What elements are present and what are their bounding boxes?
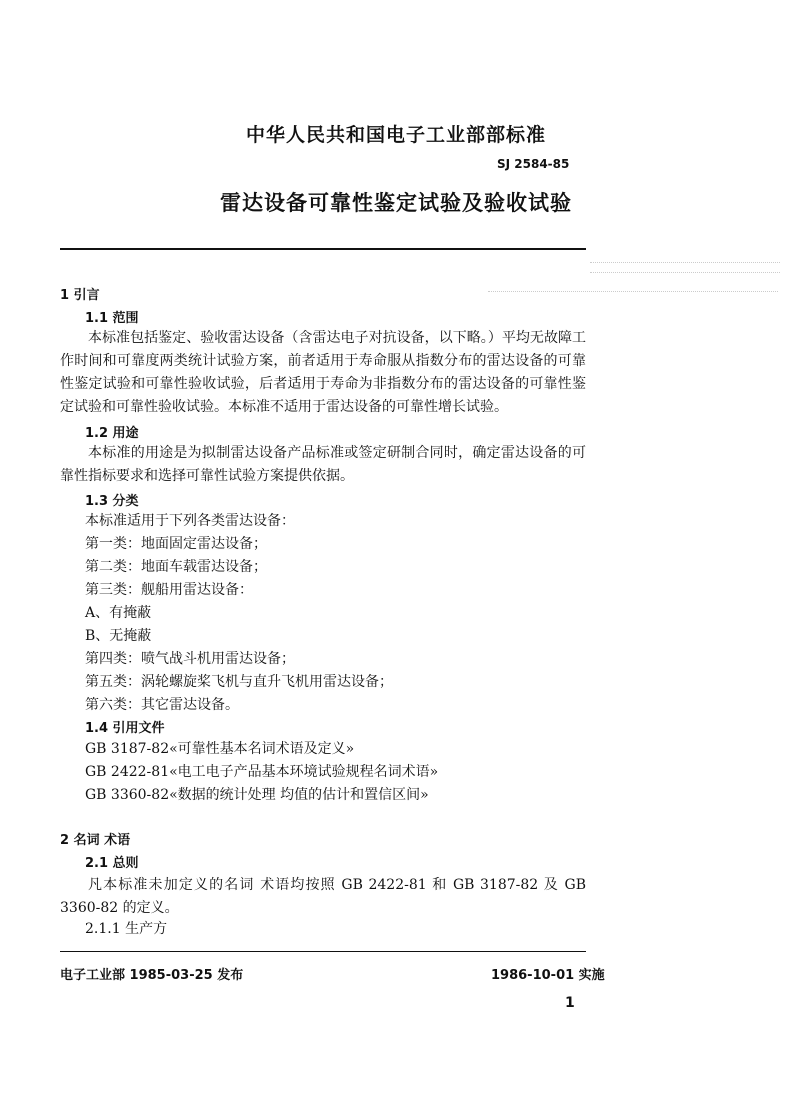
list-item: 第五类：涡轮螺旋桨飞机与直升飞机用雷达设备； bbox=[85, 674, 393, 690]
section-1-3-heading: 1.3 分类 bbox=[85, 494, 139, 509]
list-item: B、无掩蔽 bbox=[85, 628, 152, 644]
list-item: 第一类：地面固定雷达设备； bbox=[85, 536, 267, 552]
scan-artifact-line bbox=[590, 262, 780, 263]
section-2-1-1-heading: 2.1.1 生产方 bbox=[85, 921, 168, 937]
section-2-heading: 2 名词 术语 bbox=[60, 833, 131, 848]
scan-artifact-line bbox=[590, 272, 780, 273]
page-number: 1 bbox=[565, 995, 575, 1011]
section-1-heading: 1 引言 bbox=[60, 288, 100, 303]
list-item: 第二类：地面车载雷达设备； bbox=[85, 559, 267, 575]
standard-code: SJ 2584-85 bbox=[497, 157, 570, 171]
issue-date: 电子工业部 1985-03-25 发布 bbox=[60, 968, 244, 983]
list-item: 第六类：其它雷达设备。 bbox=[85, 697, 239, 713]
reference-item: GB 2422-81«电工电子产品基本环境试验规程名词术语» bbox=[85, 764, 439, 780]
section-2-1-text: 凡本标准未加定义的名词 术语均按照 GB 2422-81 和 GB 3187-82 及 GB 3360-82 的定义。 bbox=[60, 877, 586, 916]
list-item: A、有掩蔽 bbox=[85, 605, 152, 621]
reference-item: GB 3187-82«可靠性基本名词术语及定义» bbox=[85, 741, 355, 757]
reference-item: GB 3360-82«数据的统计处理 均值的估计和置信区间» bbox=[85, 787, 429, 803]
section-1-2-text: 本标准的用途是为拟制雷达设备产品标准或签定研制合同时，确定雷达设备的可靠性指标要求和选择可靠性试验方案提供依据。 bbox=[60, 445, 586, 484]
list-item: 第四类：喷气战斗机用雷达设备； bbox=[85, 651, 295, 667]
scan-artifact-line bbox=[488, 291, 778, 292]
list-item: 第三类：舰船用雷达设备： bbox=[85, 582, 253, 598]
section-1-2-heading: 1.2 用途 bbox=[85, 426, 139, 441]
section-1-1-heading: 1.1 范围 bbox=[85, 311, 139, 326]
section-1-4-heading: 1.4 引用文件 bbox=[85, 721, 165, 736]
section-2-1-heading: 2.1 总则 bbox=[85, 856, 139, 871]
section-1-1-text: 本标准包括鉴定、验收雷达设备（含雷达电子对抗设备，以下略。）平均无故障工作时间和可靠度两类统计试验方案，前者适用于寿命服从指数分布的雷达设备的可靠性鉴定试验和可靠性验收试验，后者适用于寿命为非指数分布的雷达设备的可靠性鉴定试验和可靠性验收试验。本标准不适用于雷达设备的可靠性增长试验。 bbox=[60, 330, 586, 415]
standard-title: 中华人民共和国电子工业部部标准 bbox=[245, 124, 546, 146]
list-item: 本标准适用于下列各类雷达设备： bbox=[85, 513, 295, 529]
bottom-rule bbox=[60, 951, 586, 952]
effective-date: 1986-10-01 实施 bbox=[491, 968, 605, 983]
document-title: 雷达设备可靠性鉴定试验及验收试验 bbox=[220, 191, 572, 215]
top-rule bbox=[60, 248, 586, 250]
